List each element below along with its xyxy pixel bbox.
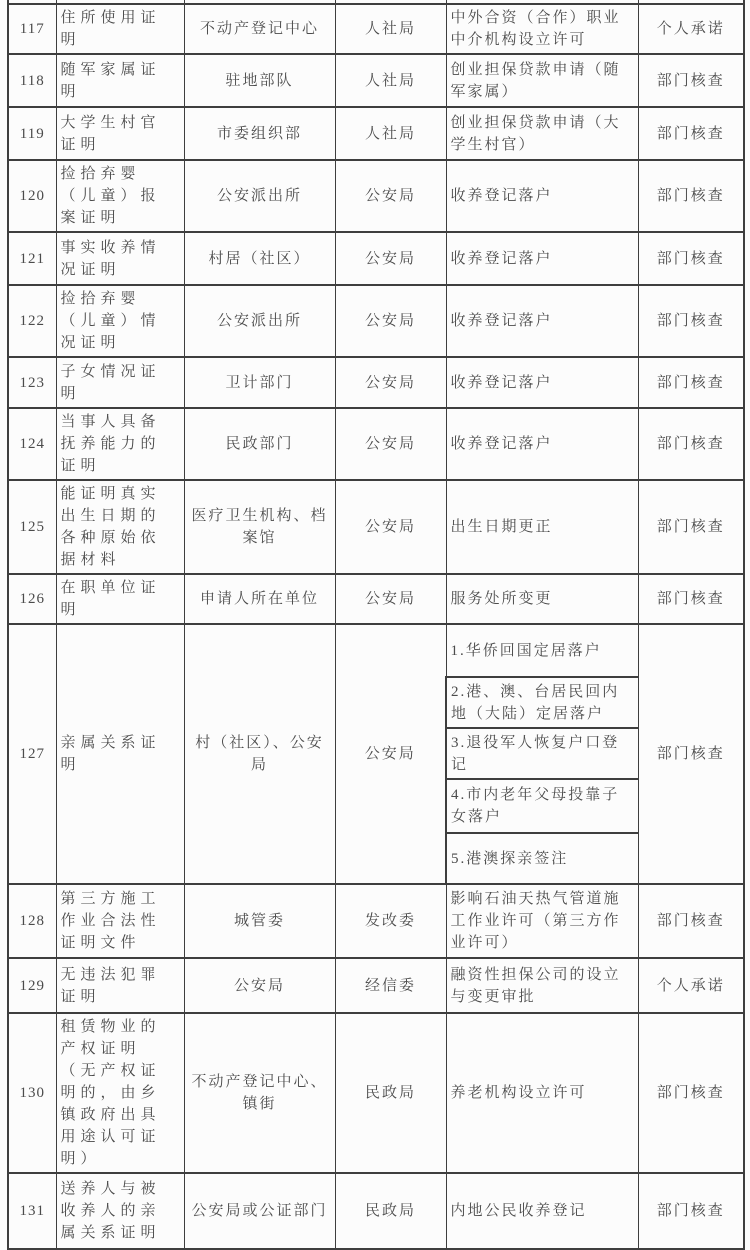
table-row — [8, 1173, 744, 1249]
cell-matter: 中外合资（合作）职业中介机构设立许可 — [446, 4, 638, 54]
cell-number: 123 — [8, 357, 56, 408]
cell-number: 129 — [8, 958, 56, 1013]
cell-department: 经信委 — [335, 958, 446, 1013]
cell-issuing-unit: 公安派出所 — [184, 285, 335, 357]
cell-number: 130 — [8, 1013, 56, 1173]
cell-department: 公安局 — [335, 408, 446, 480]
cell-matter: 融资性担保公司的设立与变更审批 — [446, 958, 638, 1013]
cell-method: 部门核查 — [638, 1173, 744, 1249]
table-row — [8, 107, 744, 160]
cell-number: 120 — [8, 160, 56, 232]
table-row — [8, 624, 744, 677]
cell-issuing-unit: 申请人所在单位 — [184, 574, 335, 624]
cell-issuing-unit: 村（社区）、公安局 — [184, 624, 335, 884]
cell-number: 131 — [8, 1173, 56, 1249]
table-row — [8, 285, 744, 357]
cell-issuing-unit: 公安局 — [184, 958, 335, 1013]
cell-certificate-name: 随军家属证明 — [56, 54, 184, 107]
cell-department: 公安局 — [335, 160, 446, 232]
cell-issuing-unit: 城管委 — [184, 884, 335, 958]
cell-number: 121 — [8, 232, 56, 285]
cell-department: 人社局 — [335, 54, 446, 107]
cell-issuing-unit: 不动产登记中心、镇街 — [184, 1013, 335, 1173]
cell-number: 124 — [8, 408, 56, 480]
certificates-table-body — [8, 0, 744, 1249]
table-row — [8, 480, 744, 574]
cell-number: 127 — [8, 624, 56, 884]
cell-matter: 内地公民收养登记 — [446, 1173, 638, 1249]
cell-method: 部门核查 — [638, 285, 744, 357]
table-row — [8, 232, 744, 285]
cell-issuing-unit: 公安派出所 — [184, 160, 335, 232]
cell-method: 部门核查 — [638, 107, 744, 160]
cell-issuing-unit: 村居（社区） — [184, 232, 335, 285]
cell-method: 部门核查 — [638, 624, 744, 884]
table-row — [8, 958, 744, 1013]
cell-certificate-name: 亲属关系证明 — [56, 624, 184, 884]
cell-matter: 4.市内老年父母投靠子女落户 — [446, 779, 638, 833]
cell-matter: 创业担保贷款申请（随军家属） — [446, 54, 638, 107]
cell-certificate-name: 捡拾弃婴（儿童）报案证明 — [56, 160, 184, 232]
cell-matter: 收养登记落户 — [446, 357, 638, 408]
cell-certificate-name: 能证明真实出生日期的各种原始依据材料 — [56, 480, 184, 574]
cell-certificate-name: 第三方施工作业合法性证明文件 — [56, 884, 184, 958]
cell-department: 发改委 — [335, 884, 446, 958]
cell-method: 部门核查 — [638, 884, 744, 958]
cell-method: 部门核查 — [638, 232, 744, 285]
cell-matter: 创业担保贷款申请（大学生村官） — [446, 107, 638, 160]
cell-department: 公安局 — [335, 232, 446, 285]
cell-matter: 2.港、澳、台居民回内地（大陆）定居落户 — [446, 677, 638, 728]
cell-method: 部门核查 — [638, 1013, 744, 1173]
cell-certificate-name: 住所使用证明 — [56, 4, 184, 54]
cell-issuing-unit: 市委组织部 — [184, 107, 335, 160]
certificates-table — [7, 0, 745, 1250]
cell-department: 人社局 — [335, 4, 446, 54]
cell-issuing-unit: 公安局或公证部门 — [184, 1173, 335, 1249]
cell-matter: 5.港澳探亲签注 — [446, 833, 638, 884]
cell-issuing-unit: 民政部门 — [184, 408, 335, 480]
cell-matter: 收养登记落户 — [446, 285, 638, 357]
cell-issuing-unit: 卫计部门 — [184, 357, 335, 408]
cell-department: 公安局 — [335, 285, 446, 357]
cell-number: 128 — [8, 884, 56, 958]
cell-method: 部门核查 — [638, 54, 744, 107]
cell-number: 119 — [8, 107, 56, 160]
table-row — [8, 160, 744, 232]
cell-matter: 收养登记落户 — [446, 232, 638, 285]
cell-matter: 收养登记落户 — [446, 160, 638, 232]
cell-matter: 1.华侨回国定居落户 — [446, 624, 638, 677]
cell-matter: 3.退役军人恢复户口登记 — [446, 728, 638, 779]
table-row — [8, 884, 744, 958]
cell-department: 公安局 — [335, 480, 446, 574]
cell-department: 公安局 — [335, 357, 446, 408]
cell-number: 125 — [8, 480, 56, 574]
cell-certificate-name: 大学生村官证明 — [56, 107, 184, 160]
cell-certificate-name: 子女情况证明 — [56, 357, 184, 408]
cell-issuing-unit: 驻地部队 — [184, 54, 335, 107]
table-row — [8, 357, 744, 408]
cell-issuing-unit: 不动产登记中心 — [184, 4, 335, 54]
cell-certificate-name: 事实收养情况证明 — [56, 232, 184, 285]
cell-matter: 出生日期更正 — [446, 480, 638, 574]
cell-certificate-name: 当事人具备抚养能力的证明 — [56, 408, 184, 480]
cell-matter: 服务处所变更 — [446, 574, 638, 624]
cell-method: 部门核查 — [638, 574, 744, 624]
cell-issuing-unit: 医疗卫生机构、档案馆 — [184, 480, 335, 574]
cell-department: 公安局 — [335, 574, 446, 624]
cell-matter: 收养登记落户 — [446, 408, 638, 480]
cell-number: 117 — [8, 4, 56, 54]
table-row — [8, 408, 744, 480]
cell-method: 部门核查 — [638, 357, 744, 408]
table-row — [8, 574, 744, 624]
cell-number: 126 — [8, 574, 56, 624]
cell-department: 公安局 — [335, 624, 446, 884]
cell-method: 个人承诺 — [638, 958, 744, 1013]
cell-certificate-name: 捡拾弃婴（儿童）情况证明 — [56, 285, 184, 357]
cell-method: 部门核查 — [638, 160, 744, 232]
cell-certificate-name: 无违法犯罪证明 — [56, 958, 184, 1013]
cell-method: 部门核查 — [638, 480, 744, 574]
cell-method: 部门核查 — [638, 408, 744, 480]
cell-department: 民政局 — [335, 1173, 446, 1249]
cell-department: 民政局 — [335, 1013, 446, 1173]
table-row — [8, 4, 744, 54]
cell-certificate-name: 在职单位证明 — [56, 574, 184, 624]
cell-department: 人社局 — [335, 107, 446, 160]
cell-method: 个人承诺 — [638, 4, 744, 54]
table-row — [8, 54, 744, 107]
cell-matter: 影响石油天热气管道施工作业许可（第三方作业许可） — [446, 884, 638, 958]
cell-number: 122 — [8, 285, 56, 357]
cell-certificate-name: 租赁物业的产权证明（无产权证明的，由乡镇政府出具用途认可证明） — [56, 1013, 184, 1173]
cell-matter: 养老机构设立许可 — [446, 1013, 638, 1173]
table-row — [8, 1013, 744, 1173]
cell-number: 118 — [8, 54, 56, 107]
cell-certificate-name: 送养人与被收养人的亲属关系证明 — [56, 1173, 184, 1249]
